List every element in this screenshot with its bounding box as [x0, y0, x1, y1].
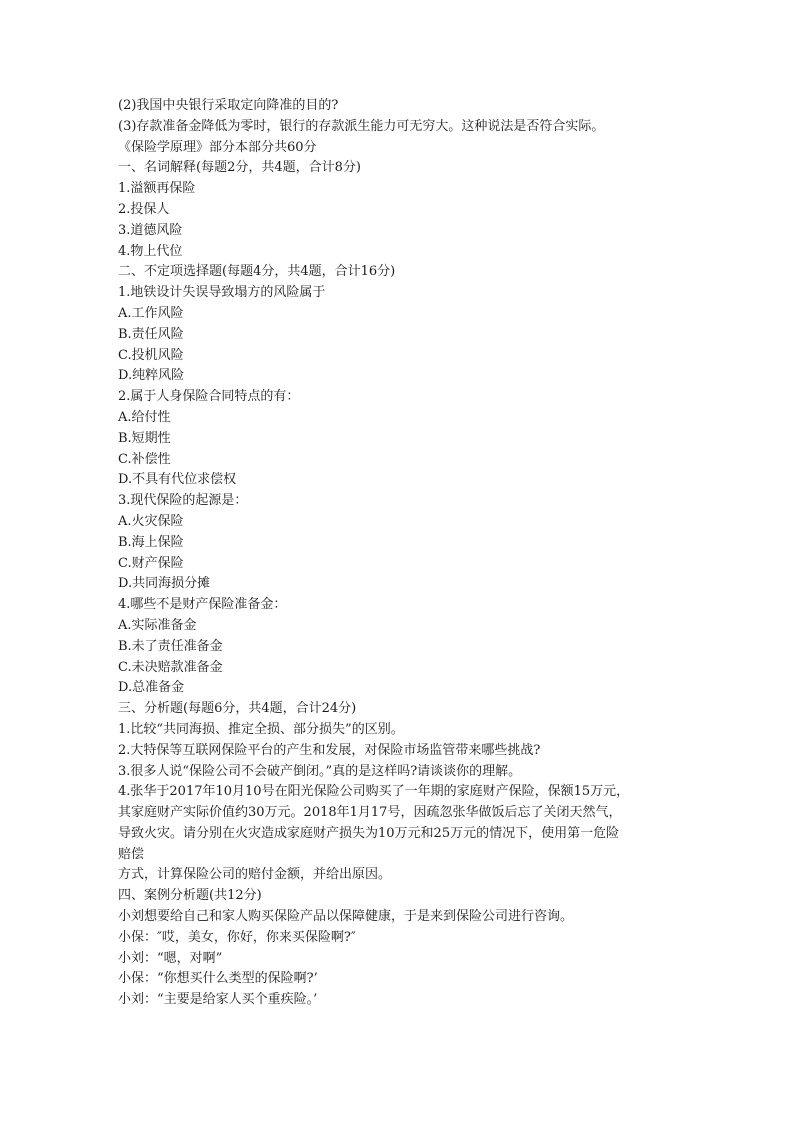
- document-body: [118, 96, 678, 1011]
- mcq-1-question: 1.地铁设计失误导致塌方的风险属于: [118, 285, 326, 301]
- mcq-3-option-d: D.共同海损分摊: [118, 576, 211, 592]
- dialogue-line-4: 小刘：“主要是给家人买个重疾险。’: [118, 992, 318, 1008]
- mcq-1-option-d: D.纯粹风险: [118, 368, 185, 384]
- mcq-2-question: 2.属于人身保险合同特点的有：: [118, 389, 300, 405]
- analysis-3: 3.很多人说“保险公司不会破产倒闭。”真的是这样吗?请谈谈你的理解。: [118, 763, 522, 779]
- mcq-2-option-b: B.短期性: [118, 430, 171, 446]
- part-4-heading: 四、案例分析题(共12分): [118, 888, 262, 904]
- term-3: 3.道德风险: [118, 222, 183, 238]
- analysis-1: 1.比较“共同海损、推定全损、部分损失”的区别。: [118, 721, 404, 737]
- mcq-4-option-a: A.实际准备金: [118, 617, 197, 633]
- analysis-4-line-4: 赔偿: [118, 846, 145, 862]
- mcq-3-option-a: A.火灾保险: [118, 513, 184, 529]
- mcq-3-option-c: C.财产保险: [118, 555, 184, 571]
- mcq-4-option-c: C.未决赔款准备金: [118, 659, 223, 675]
- case-intro: 小刘想要给自己和家人购买保险产品以保障健康，于是来到保险公司进行咨询。: [118, 909, 574, 925]
- question-2-2: (2)我国中央银行采取定向降准的目的?: [118, 98, 339, 113]
- mcq-3-option-b: B.海上保险: [118, 534, 184, 550]
- mcq-1-option-b: B.责任风险: [118, 326, 184, 342]
- part-2-heading: 二、不定项选择题(每题4分，共4题，合计16分): [118, 264, 396, 280]
- term-1: 1.溢额再保险: [118, 181, 196, 197]
- mcq-1-option-a: A.工作风险: [118, 305, 184, 321]
- mcq-2-option-a: A.给付性: [118, 409, 171, 425]
- mcq-1-option-c: C.投机风险: [118, 347, 184, 363]
- mcq-2-option-c: C.补偿性: [118, 451, 171, 467]
- mcq-4-question: 4.哪些不是财产保险准备金：: [118, 597, 287, 613]
- dialogue-line-1: 小保：″哎，美女，你好，你来买保险啊?″: [118, 929, 356, 945]
- mcq-4-option-b: B.未了责任准备金: [118, 638, 223, 654]
- mcq-4-option-d: D.总准备金: [118, 680, 185, 696]
- dialogue-line-2: 小刘：“嗯，对啊”: [118, 950, 223, 966]
- analysis-4-line-1: 4.张华于2017年10月10号在阳光保险公司购买了一年期的家庭财产保险，保额15万元，: [118, 784, 630, 800]
- part-3-heading: 三、分析题(每题6分，共4题，合计24分): [118, 701, 357, 717]
- mcq-2-option-d: D.不具有代位求偿权: [118, 472, 237, 488]
- section-insurance-heading: 《保险学原理》部分本部分共60分: [118, 139, 317, 155]
- dialogue-line-3: 小保：“你想买什么类型的保险啊?’: [118, 971, 318, 987]
- analysis-4-line-5: 方式，计算保险公司的赔付金额，并给出原因。: [118, 867, 392, 883]
- analysis-4-line-3: 导致火灾。请分别在火灾造成家庭财产损失为10万元和25万元的情况下，使用第一危险: [118, 825, 620, 841]
- analysis-2: 2.大特保等互联网保险平台的产生和发展，对保险市场监管带来哪些挑战?: [118, 742, 541, 758]
- analysis-4-line-2: 其家庭财产实际价值约30万元。2018年1月17号，因疏忽张华做饭后忘了关闭天然气，: [118, 805, 622, 821]
- question-2-3: (3)存款准备金降低为零时，银行的存款派生能力可无穷大。这种说法是否符合实际。: [118, 118, 605, 134]
- mcq-3-question: 3.现代保险的起源是：: [118, 493, 248, 509]
- term-4: 4.物上代位: [118, 243, 183, 259]
- part-1-heading: 一、名词解释(每题2分，共4题，合计8分): [118, 160, 361, 176]
- term-2: 2.投保人: [118, 201, 170, 217]
